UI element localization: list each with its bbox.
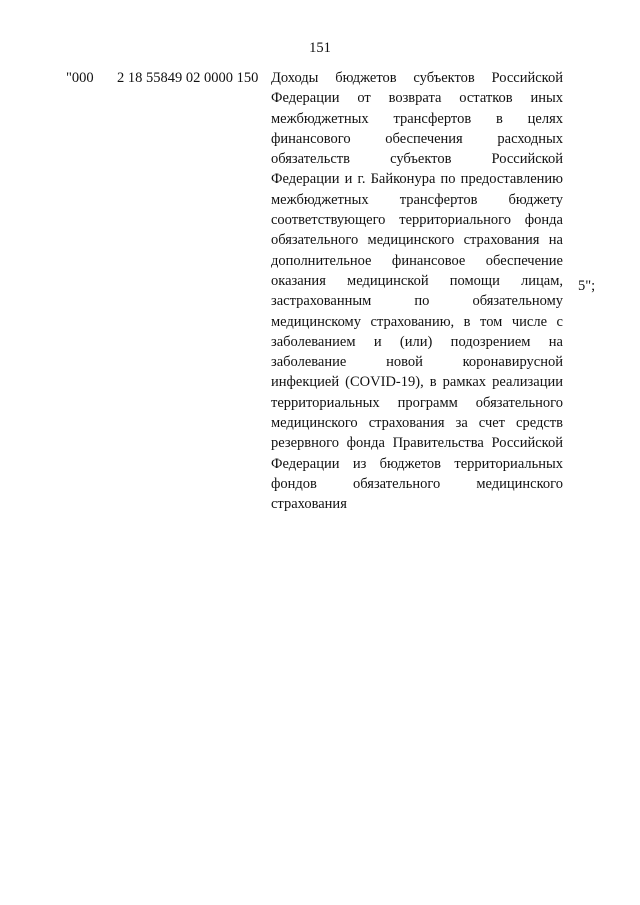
description-line: медицинскому страхованию, в том числе с (271, 313, 563, 330)
budget-classification-code: 2 18 55849 02 0000 150 (117, 70, 259, 86)
administrator-code: "000 (66, 70, 94, 86)
page-number: 151 (309, 40, 331, 56)
description-line: фондов обязательного медицинского (271, 475, 563, 492)
description-line: резервного фонда Правительства Российской (271, 435, 563, 452)
description-line: обязательств субъектов Российской (271, 151, 563, 168)
description-line: заболеванием и (или) подозрением на (271, 333, 563, 350)
description-line: Федерации из бюджетов территориальных (271, 455, 563, 472)
amount-value: 5"; (578, 278, 596, 294)
description-line: Доходы бюджетов субъектов Российской (271, 70, 563, 86)
description-line: дополнительное финансовое обеспечение (271, 252, 563, 269)
description-line: Федерации от возврата остатков иных (271, 90, 563, 107)
description-line: межбюджетных трансфертов в целях (271, 110, 563, 127)
description-line: инфекцией (COVID-19), в рамках реализации (271, 374, 563, 391)
description-line: финансового обеспечения расходных (271, 130, 563, 147)
description-line: застрахованным по обязательному (271, 293, 563, 310)
description-line: заболевание новой коронавирусной (271, 354, 563, 371)
description-line: медицинского страхования за счет средств (271, 415, 563, 432)
description-line: Федерации и г. Байконура по предоставлению (271, 171, 563, 188)
description-line: соответствующего территориального фонда (271, 212, 563, 229)
revenue-description (271, 68, 563, 515)
description-line: оказания медицинской помощи лицам, (271, 272, 563, 289)
description-line: территориальных программ обязательного (271, 394, 563, 411)
description-line: обязательного медицинского страхования на (271, 232, 563, 249)
description-line: страхования (271, 496, 347, 513)
description-line: межбюджетных трансфертов бюджету (271, 191, 563, 208)
